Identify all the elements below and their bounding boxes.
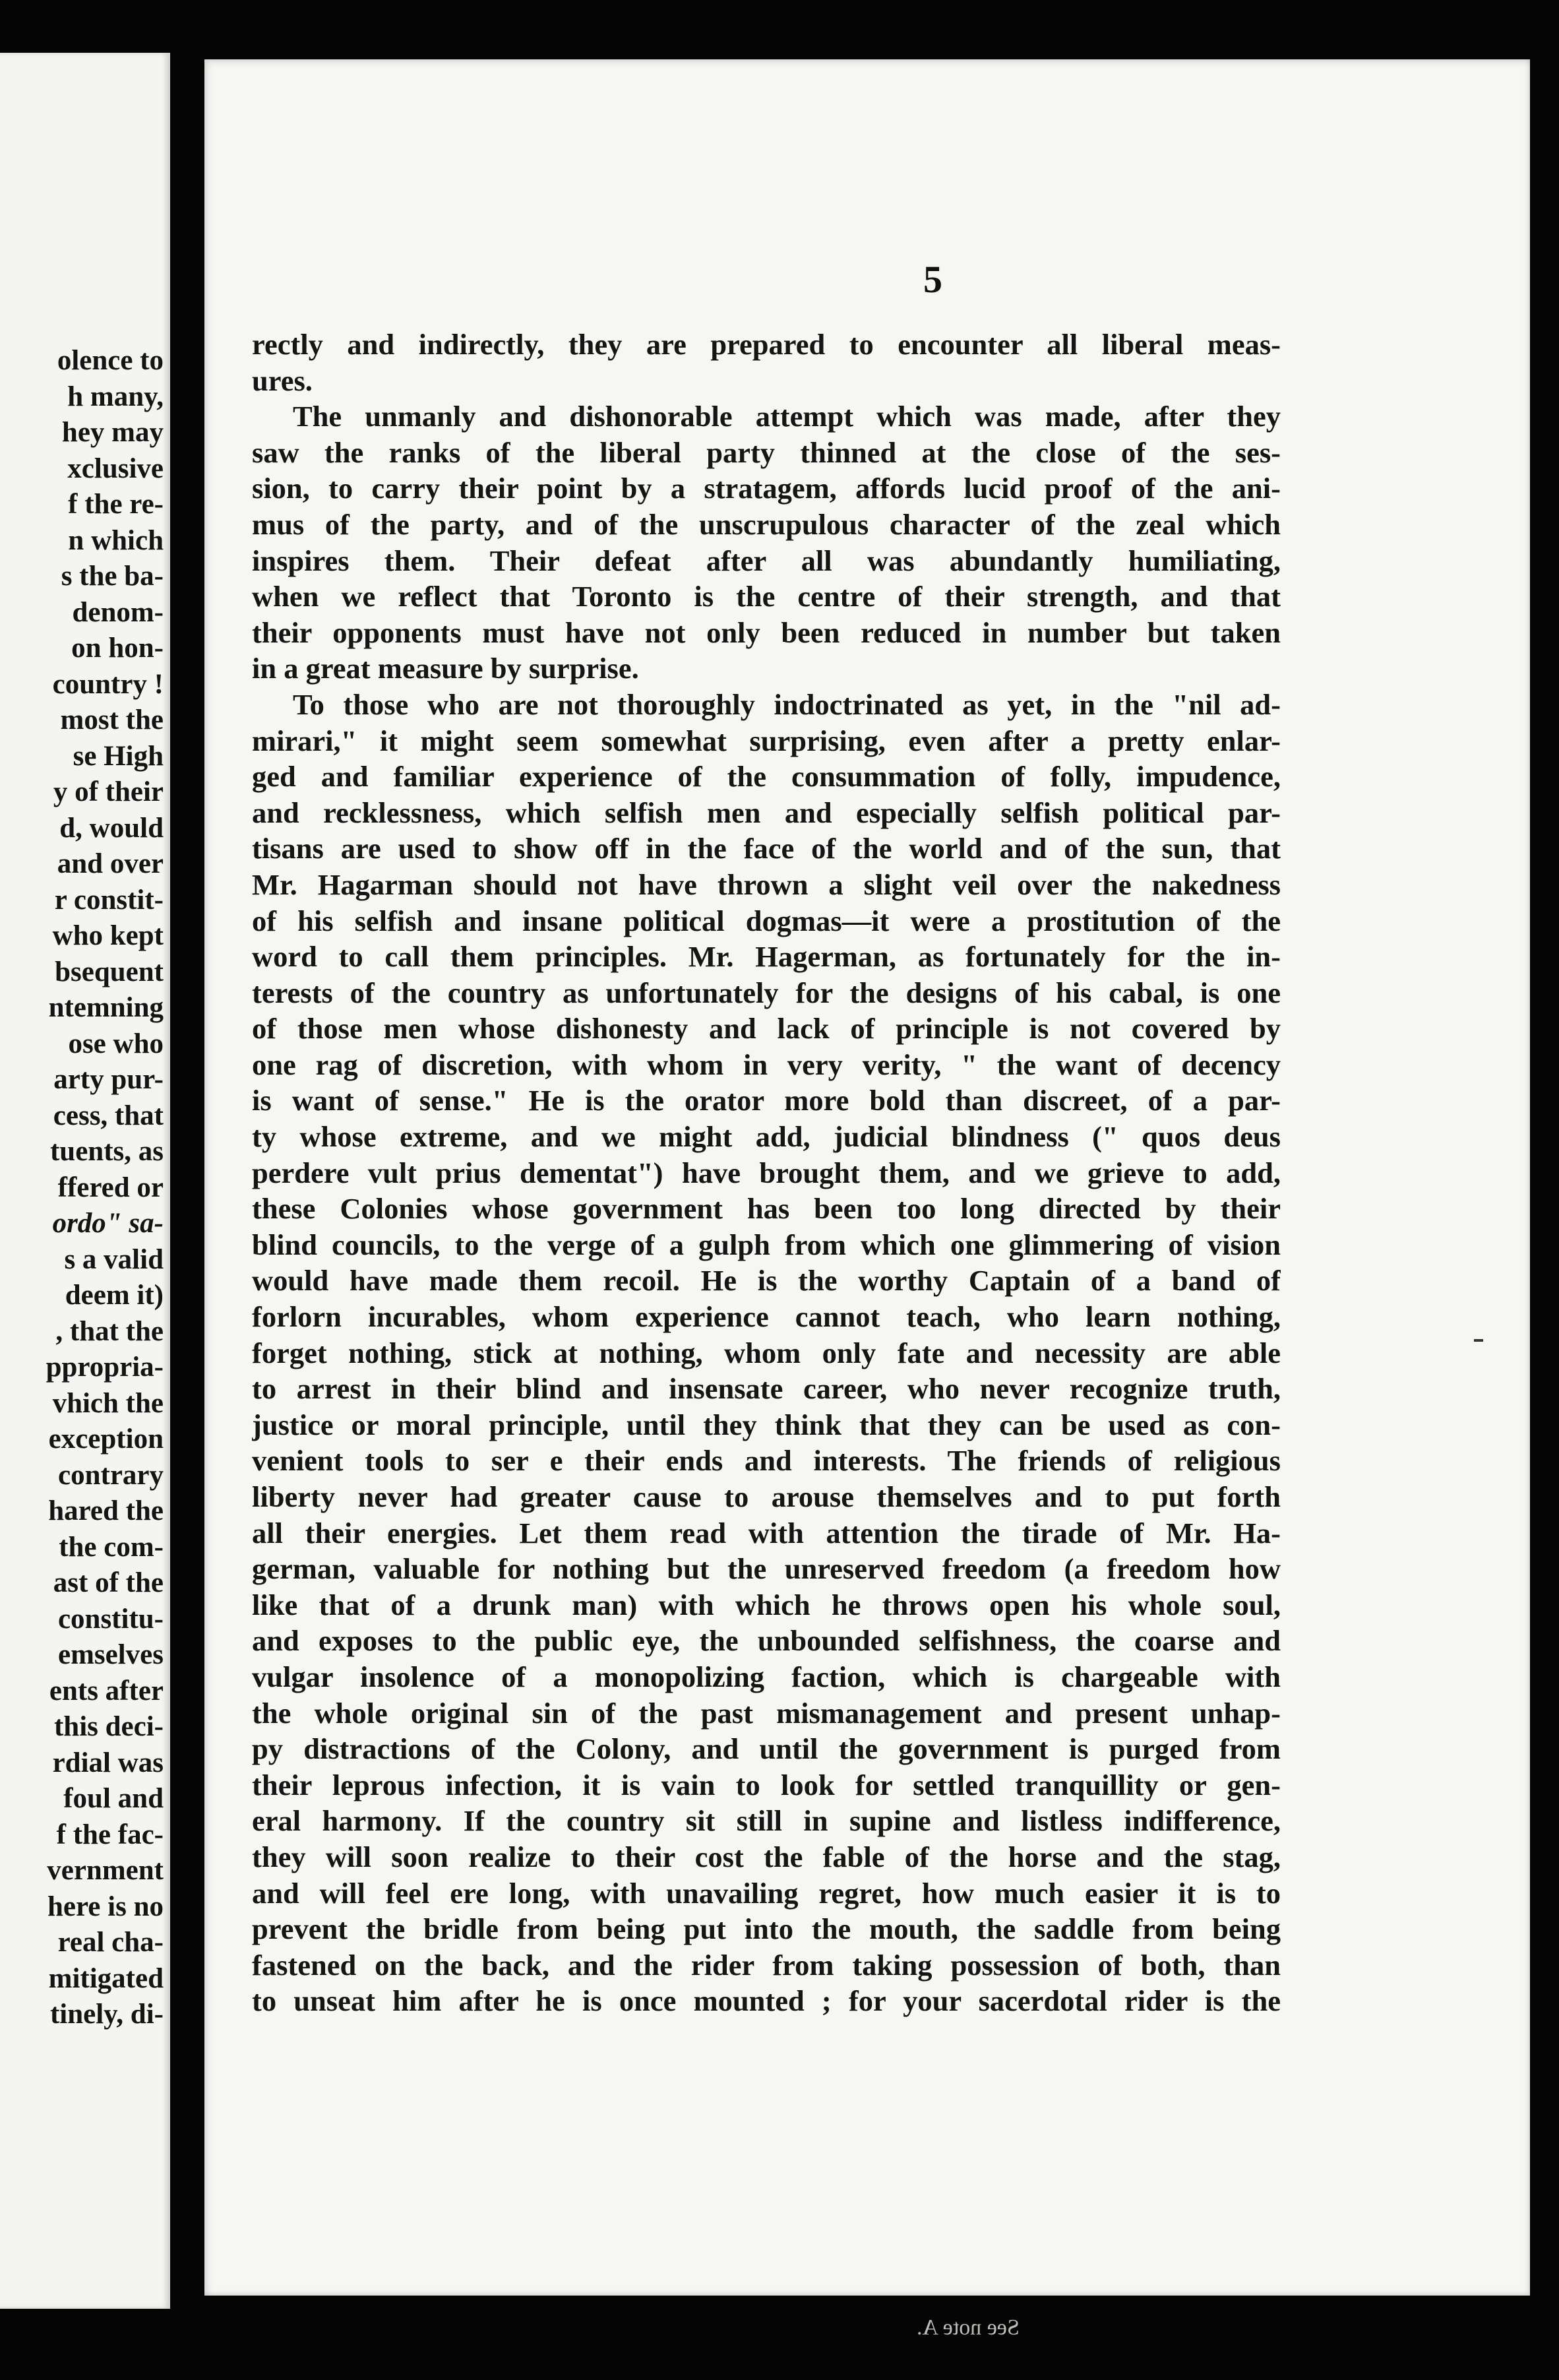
left-page-line: exception <box>48 1424 164 1455</box>
text-line: liberty never had greater cause to arouse themselves and to put forth <box>252 1480 1281 1513</box>
left-page-line: tuents, as <box>49 1136 164 1167</box>
left-page-line: deem it) <box>65 1280 164 1311</box>
text-line: when we reflect that Toronto is the centre of their strength, and that <box>252 580 1281 613</box>
left-page-line: s a valid <box>64 1243 164 1275</box>
left-page-line: constitu- <box>57 1603 164 1635</box>
text-line: justice or moral principle, until they think that they can be used as con- <box>252 1408 1281 1441</box>
left-page-text <box>46 343 164 2033</box>
text-line: ged and familiar experience of the consummation of folly, impudence, <box>252 760 1281 794</box>
show-through-note: See note A. <box>917 2315 1020 2340</box>
left-page-line: , that the <box>55 1315 164 1347</box>
text-line: ty whose extreme, and we might add, judicial blindness (" quos deus <box>252 1120 1281 1154</box>
left-page-line: rdial was <box>52 1747 164 1778</box>
text-line: like that of a drunk man) with which he throws open his whole soul, <box>252 1588 1281 1621</box>
text-line: they will soon realize to their cost the fable of the horse and the stag, <box>252 1840 1281 1873</box>
text-line: the whole original sin of the past mismanagement and present unhap- <box>252 1696 1281 1730</box>
text-line: Mr. Hagarman should not have thrown a slight veil over the nakedness <box>252 867 1281 901</box>
left-page-line: d, would <box>59 812 164 844</box>
text-line: terests of the country as unfortunately for the designs of his cabal, is one <box>252 976 1281 1009</box>
text-line: fastened on the back, and the rider from taking possession of both, than <box>252 1948 1281 1982</box>
left-page-line: ordo" sa- <box>52 1208 164 1239</box>
text-line: and exposes to the public eye, the unbounded selfishness, the coarse and <box>252 1624 1281 1658</box>
text-line: all their energies. Let them read with attention the tirade of Mr. Ha- <box>252 1516 1281 1550</box>
text-line: word to call them principles. Mr. Hagerman, as fortunately for the in- <box>252 940 1281 974</box>
main-page <box>204 59 1530 2340</box>
left-page-line: vernment <box>47 1855 164 1886</box>
text-line: to unseat him after he is once mounted ; for your sacerdotal rider is the <box>252 1984 1281 2018</box>
page-number: 5 <box>923 258 942 301</box>
text-line: of those men whose dishonesty and lack of principle is not covered by <box>252 1012 1281 1046</box>
text-line: forget nothing, stick at nothing, whom only fate and necessity are able <box>252 1336 1281 1369</box>
left-page-line: r constit- <box>54 884 164 916</box>
text-line: one rag of discretion, with whom in very verity, " the want of decency <box>252 1048 1281 1081</box>
left-page-line: hared the <box>48 1495 164 1526</box>
left-page-line: on hon- <box>71 633 164 664</box>
left-page-line: ffered or <box>57 1172 164 1203</box>
text-line: py distractions of the Colony, and until the government is purged from <box>252 1732 1281 1766</box>
left-page-line: tinely, di- <box>49 1999 164 2030</box>
left-page-line: xclusive <box>67 453 164 484</box>
left-page-line: s the ba- <box>61 561 164 592</box>
text-line: mirari," it might seem somewhat surprising, even after a pretty enlar- <box>252 724 1281 757</box>
text-line: sion, to carry their point by a stratagem, affords lucid proof of the ani- <box>252 472 1281 505</box>
left-page-line: f the re- <box>68 489 164 520</box>
text-line: The unmanly and dishonorable attempt which was made, after they <box>293 400 1281 433</box>
text-line: their opponents must have not only been reduced in number but taken <box>252 615 1281 649</box>
left-page-line: and over <box>57 848 164 879</box>
text-line: venient tools to ser e their ends and interests. The friends of religious <box>252 1444 1281 1478</box>
text-line: vulgar insolence of a monopolizing faction, which is chargeable with <box>252 1660 1281 1693</box>
text-line: and will feel ere long, with unavailing regret, how much easier it is to <box>252 1876 1281 1910</box>
left-page-line: ents after <box>49 1675 164 1707</box>
left-page-line: h many, <box>67 381 164 412</box>
text-line: To those who are not thoroughly indoctrinated as yet, in the "nil ad- <box>293 687 1281 721</box>
text-line: german, valuable for nothing but the unreserved freedom (a freedom how <box>252 1552 1281 1586</box>
left-page-line: this deci- <box>53 1711 164 1742</box>
text-line: forlorn incurables, whom experience cannot teach, who learn nothing, <box>252 1300 1281 1334</box>
left-page-line: f the fac- <box>56 1819 164 1850</box>
left-page-line: mitigated <box>48 1962 164 1994</box>
left-page-line: country ! <box>52 668 164 700</box>
left-page-line: emselves <box>58 1639 164 1670</box>
text-line: perdere vult prius dementat") have brought them, and we grieve to add, <box>252 1156 1281 1189</box>
text-line: of his selfish and insane political dogmas—it were a prostitution of the <box>252 904 1281 937</box>
left-page-line: ose who <box>68 1028 164 1059</box>
left-page-line: who kept <box>52 920 164 951</box>
text-line: is want of sense." He is the orator more bold than discreet, of a par- <box>252 1084 1281 1117</box>
text-line: these Colonies whose government has been too long directed by their <box>252 1192 1281 1226</box>
text-line: prevent the bridle from being put into the mouth, the saddle from being <box>252 1912 1281 1946</box>
left-page-line: foul and <box>63 1783 164 1814</box>
left-page-fragment <box>0 53 170 2309</box>
text-line: eral harmony. If the country sit still in supine and listless indifference, <box>252 1804 1281 1838</box>
left-page-line: n which <box>68 524 164 556</box>
left-page-line: here is no <box>47 1891 164 1922</box>
text-line: rectly and indirectly, they are prepared to encounter all liberal meas- <box>252 328 1281 361</box>
left-page-line: ntemning <box>48 992 164 1023</box>
text-line: tisans are used to show off in the face of the world and of the sun, that <box>252 832 1281 865</box>
text-line: mus of the party, and of the unscrupulous character of the zeal which <box>252 507 1281 541</box>
left-page-line: se High <box>73 740 164 772</box>
left-page-line: denom- <box>72 596 164 628</box>
text-line: ures. <box>252 363 313 397</box>
left-page-line: real cha- <box>57 1927 164 1958</box>
text-line: their leprous infection, it is vain to look for settled tranquillity or gen- <box>252 1768 1281 1801</box>
left-page-line: bsequent <box>55 956 164 987</box>
left-page-line: y of their <box>53 776 164 807</box>
text-line: inspires them. Their defeat after all was abundantly humiliating, <box>252 544 1281 577</box>
left-page-line: arty pur- <box>53 1064 164 1095</box>
left-page-line: most the <box>60 705 164 736</box>
left-page-line: olence to <box>57 345 164 376</box>
left-page-line: vhich the <box>52 1387 164 1419</box>
left-page-line: contrary <box>58 1459 164 1491</box>
left-page-line: ast of the <box>53 1567 164 1598</box>
text-line: to arrest in their blind and insensate career, who never recognize truth, <box>252 1372 1281 1406</box>
text-line: blind councils, to the verge of a gulph from which one glimmering of vision <box>252 1228 1281 1261</box>
text-line: saw the ranks of the liberal party thinned at the close of the ses- <box>252 435 1281 469</box>
left-page-line: hey may <box>61 417 164 448</box>
left-page-line: ppropria- <box>46 1352 164 1383</box>
text-line: and recklessness, which selfish men and especially selfish political par- <box>252 796 1281 829</box>
text-line: in a great measure by surprise. <box>252 652 639 685</box>
page-body-text <box>252 327 1281 2019</box>
left-page-line: cess, that <box>53 1100 164 1131</box>
left-page-line: the com- <box>59 1531 164 1563</box>
text-line: would have made them recoil. He is the worthy Captain of a band of <box>252 1264 1281 1298</box>
margin-mark <box>1474 1339 1483 1342</box>
